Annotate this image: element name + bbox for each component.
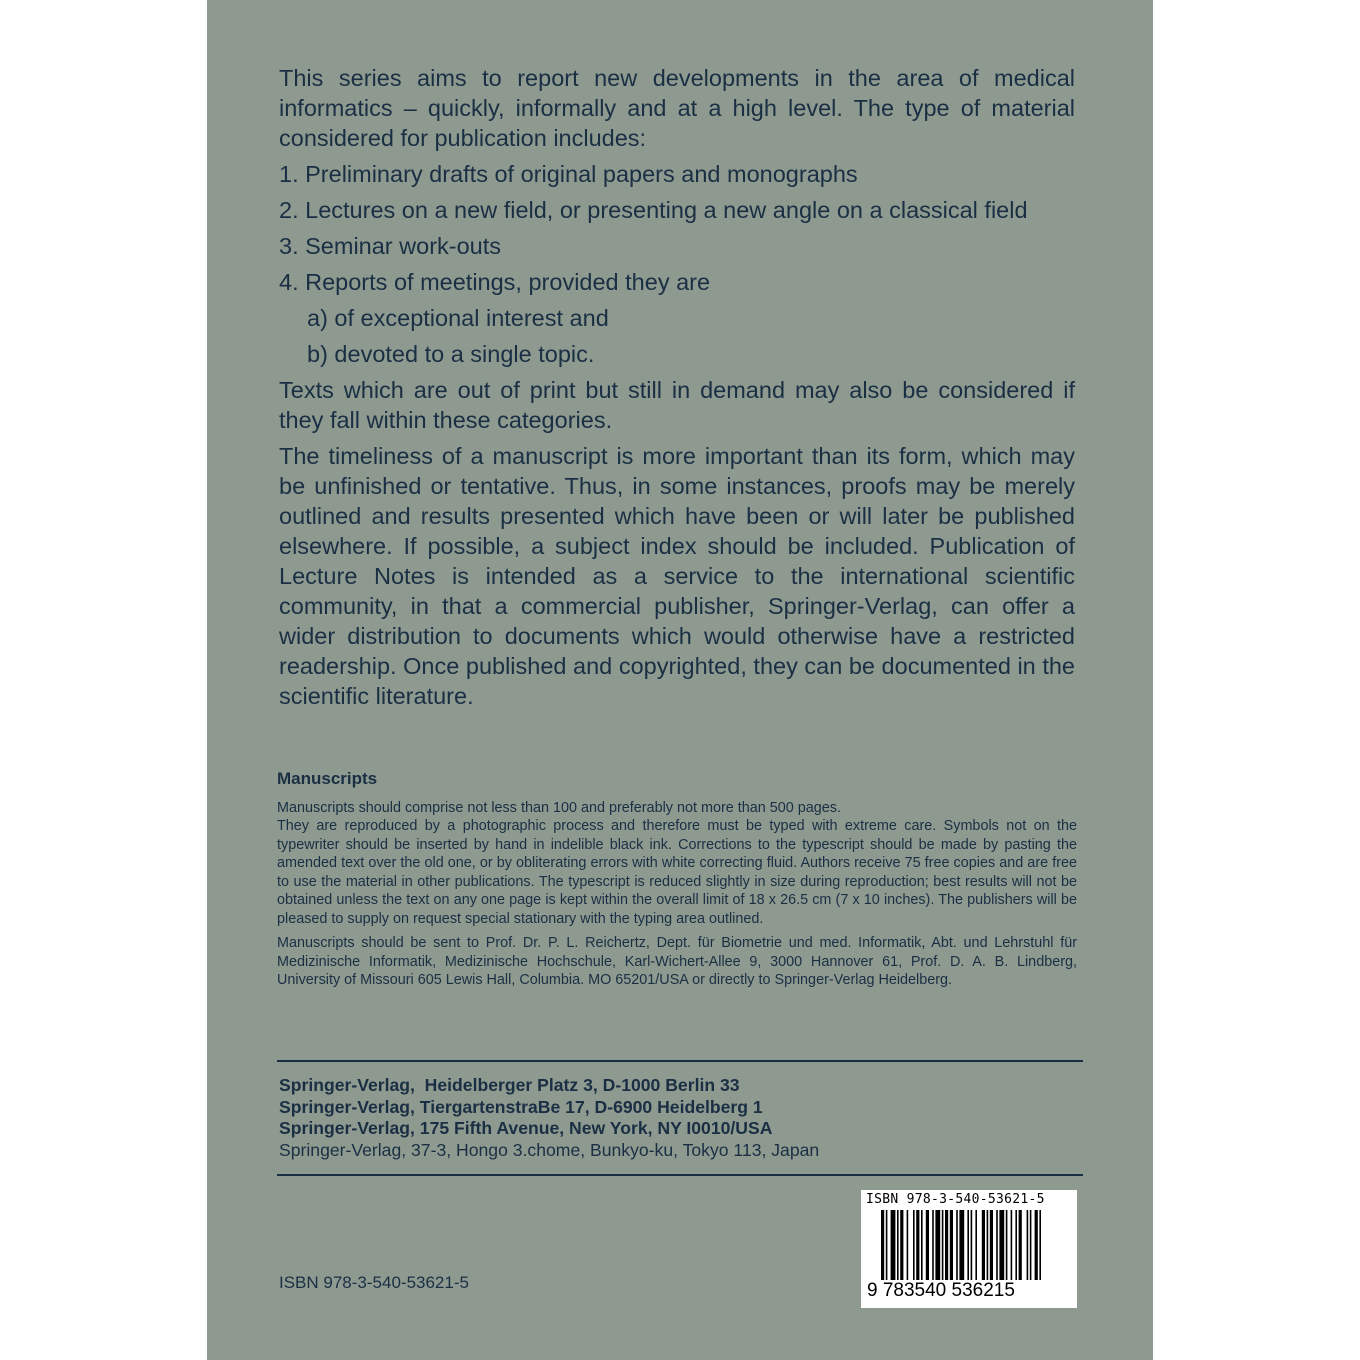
intro-paragraph: This series aims to report new developments in the area of medical informatics – quickly, informally and at a high level. The type of material considered for publication includes:: [279, 65, 1075, 151]
barcode-bar: [881, 1210, 884, 1280]
barcode-digits: 9 783540 536215: [867, 1280, 1015, 1301]
barcode-bar: [907, 1210, 909, 1280]
barcode-bar: [1011, 1210, 1013, 1280]
barcode-bar: [982, 1210, 985, 1280]
barcode-bar: [897, 1210, 899, 1280]
barcode-bar: [1027, 1210, 1029, 1280]
barcode-bar: [996, 1210, 998, 1280]
manuscripts-heading: Manuscripts: [277, 769, 378, 788]
barcode-bar: [926, 1210, 929, 1280]
divider-bottom: [277, 1174, 1083, 1176]
barcode-bar: [1006, 1210, 1008, 1280]
address-line: Springer-Verlag, 175 Fifth Avenue, New York, NY I0010/USA: [279, 1118, 773, 1138]
barcode-bar: [891, 1210, 896, 1280]
barcode-bar: [945, 1210, 948, 1280]
timeliness-paragraph: The timeliness of a manuscript is more important than its form, which may be unfinished or tentative. Thus, in some instances, proofs may be merely outlined and results presented which have been or will later be published elsewhere. If possible, a subject index should be included. Publication of Lecture Notes is intended as a service to the international scientific community, in that a commercial publisher, Springer-Verlag, can offer a wider distribution to documents which would otherwise have a restricted readership. Once published and copyrighted, they can be documented in the scientific literature.: [279, 443, 1075, 709]
isbn-label: ISBN 978-3-540-53621-5: [279, 1273, 469, 1292]
list-item: 4. Reports of meetings, provided they are: [279, 269, 711, 295]
barcode-bar: [1015, 1210, 1017, 1280]
series-description: [279, 63, 1075, 711]
manuscripts-typing-paragraph: They are reproduced by a photographic process and therefore must be typed with extreme care. Symbols not on the typewriter should be inserted by hand in indelible black ink. Corrections to the typescript should be made by pasting the amended text over the old one, or by obliterating errors with white correcting fluid. Authors receive 75 free copies and are free to use the material in other publications. The typescript is reduced slightly in size during reproduction; best results will not be obtained unless the text on any one page is kept within the overall limit of 18 x 26.5 cm (7 x 10 inches). The publishers will be pleased to supply on request special stationary with the typing area outlined.: [277, 818, 1077, 927]
manuscripts-length-paragraph: Manuscripts should comprise not less than 100 and preferably not more than 500 pages.: [277, 799, 841, 816]
barcode-bar: [959, 1210, 964, 1280]
isbn-barcode: [861, 1190, 1077, 1308]
barcode-bar: [913, 1210, 915, 1280]
barcode-bar: [916, 1210, 919, 1280]
barcode-bar: [886, 1210, 888, 1280]
barcode-bar: [921, 1210, 923, 1280]
barcode-bar: [967, 1210, 969, 1280]
sub-list-item: a) of exceptional interest and: [307, 305, 609, 331]
barcode-bar: [942, 1210, 944, 1280]
barcode-bar: [990, 1210, 993, 1280]
out-of-print-paragraph: Texts which are out of print but still in demand may also be considered if they fall within these categories.: [279, 377, 1075, 433]
barcode-bar: [956, 1210, 958, 1280]
sub-list-item: b) devoted to a single topic.: [307, 341, 595, 367]
address-line: Springer-Verlag, 37-3, Hongo 3.chome, Bunkyo-ku, Tokyo 113, Japan: [279, 1139, 820, 1160]
address-line: Springer-Verlag, TiergartenstraBe 17, D-6900 Heidelberg 1: [279, 1096, 763, 1117]
barcode-bar: [987, 1210, 989, 1280]
list-item: 1. Preliminary drafts of original papers and monographs: [279, 161, 858, 187]
barcode-bar: [1019, 1210, 1022, 1280]
barcode-bar: [1039, 1210, 1041, 1280]
barcode-bar: [1030, 1210, 1032, 1280]
publisher-addresses: [279, 1075, 1079, 1161]
barcode-bar: [932, 1210, 934, 1280]
barcode-bar: [950, 1210, 953, 1280]
barcode-bar: [900, 1210, 903, 1280]
list-item: 3. Seminar work-outs: [279, 233, 502, 259]
barcode-bar: [971, 1210, 973, 1280]
address-line: Springer-Verlag, Heidelberger Platz 3, D-1000 Berlin 33: [279, 1075, 740, 1095]
barcode-bar: [999, 1210, 1004, 1280]
barcode-isbn: ISBN 978-3-540-53621-5: [866, 1192, 1045, 1207]
barcode-bar: [935, 1210, 940, 1280]
barcode-bar: [1035, 1210, 1038, 1280]
back-cover: [207, 0, 1153, 1360]
manuscripts-address-paragraph: Manuscripts should be sent to Prof. Dr. P. L. Reichertz, Dept. für Biometrie und med. Informatik, Abt. und Lehrstuhl für Medizinische Informatik, Medizinische Hochschule, Karl-Wichert-Allee 9, 3000 Hannover 61, Prof. D. A. B. Lindberg, University of Missouri 605 Lewis Hall, Columbia. MO 65201/USA or directly to Springer-Verlag Heidelberg.: [277, 935, 1077, 988]
divider-top: [277, 1060, 1083, 1062]
manuscripts-section: [277, 770, 1077, 990]
barcode-bar: [975, 1210, 977, 1280]
list-item: 2. Lectures on a new field, or presenting a new angle on a classical field: [279, 197, 1028, 223]
